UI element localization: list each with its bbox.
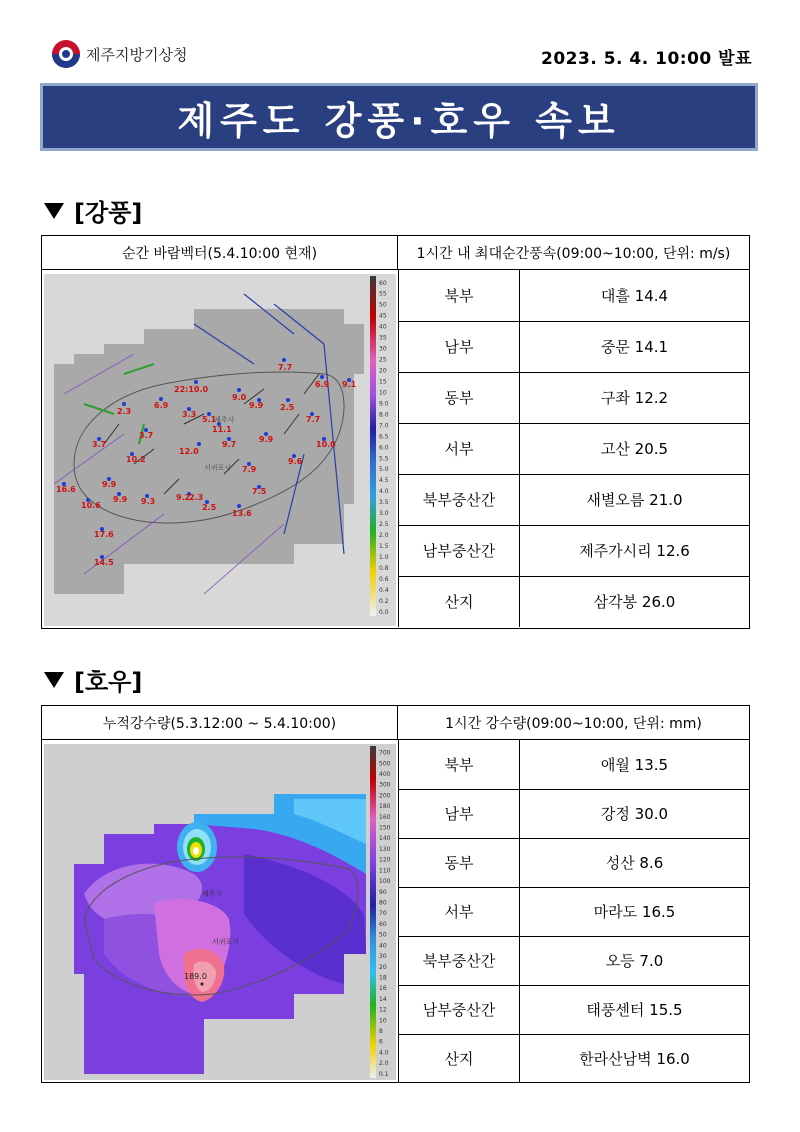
legend-label: 0.8	[379, 564, 389, 572]
legend-label: 6.5	[379, 433, 389, 441]
legend-label: 3.5	[379, 499, 389, 507]
wind-map-label: 12.0	[179, 447, 199, 456]
wind-map-label: 14.5	[94, 558, 114, 567]
wind-map-label: 10.2	[126, 455, 146, 464]
region-cell: 산지	[399, 576, 520, 627]
region-cell: 서부	[399, 887, 520, 936]
legend-label: 110	[379, 867, 391, 875]
wind-map-label: 9.9	[259, 435, 274, 444]
wind-panel	[41, 235, 750, 629]
station-row	[399, 985, 750, 1034]
city-label-jeju: 제주시	[202, 890, 223, 898]
wind-map-label: 9.9	[249, 401, 264, 410]
wind-map-label: 9.1	[342, 380, 357, 389]
station-row	[399, 740, 750, 789]
wind-map-label: 7.7	[306, 415, 321, 424]
legend-label: 4.0	[379, 1049, 389, 1057]
region-cell: 남부중산간	[399, 985, 520, 1034]
wind-map-title: 순간 바람벡터(5.4.10:00 현재)	[42, 236, 398, 270]
region-cell: 동부	[399, 372, 520, 423]
legend-label: 10	[379, 1017, 387, 1025]
region-cell: 남부	[399, 321, 520, 372]
legend-label: 5.5	[379, 455, 389, 463]
city-label-seogwipo: 서귀포시	[204, 464, 232, 472]
legend-label: 400	[379, 770, 391, 778]
wind-table-title: 1시간 내 최대순간풍속(09:00~10:00, 단위: m/s)	[398, 236, 749, 270]
legend-label: 0.0	[379, 608, 389, 616]
region-cell: 동부	[399, 838, 520, 887]
wind-station-table	[398, 270, 749, 627]
wind-map-label: 11.1	[212, 425, 232, 434]
city-label-seogwipo: 서귀포시	[212, 938, 240, 946]
legend-label: 3.0	[379, 510, 389, 518]
wind-map-label: 9.7	[222, 440, 237, 449]
legend-label: 120	[379, 856, 391, 864]
region-cell: 북부	[399, 740, 520, 789]
legend-label: 0.2	[379, 597, 389, 605]
wind-map-label: 7.9	[242, 465, 257, 474]
wind-map-label: 9.6	[288, 457, 303, 466]
station-row	[399, 423, 750, 474]
station-row	[399, 321, 750, 372]
wind-map-label: 3.7	[92, 440, 107, 449]
station-value-cell: 마라도 16.5	[520, 887, 750, 936]
triangle-down-icon	[44, 203, 64, 219]
station-value-cell: 제주가시리 12.6	[520, 525, 750, 576]
station-value-cell: 삼각봉 26.0	[520, 576, 750, 627]
legend-label: 80	[379, 899, 387, 907]
station-value-cell: 고산 20.5	[520, 423, 750, 474]
station-value-cell: 강정 30.0	[520, 789, 750, 838]
region-cell: 서부	[399, 423, 520, 474]
wind-map-label: 6.9	[154, 401, 169, 410]
rain-map-svg	[44, 744, 396, 1080]
legend-label: 35	[379, 334, 387, 342]
legend-label: 20	[379, 367, 387, 375]
rain-station-table	[398, 740, 749, 1083]
wind-map-label: 7.7	[278, 363, 293, 372]
wind-map-label: 2.3	[117, 407, 132, 416]
rain-map-title: 누적강수량(5.3.12:00 ~ 5.4.10:00)	[42, 706, 398, 740]
station-value-cell: 구좌 12.2	[520, 372, 750, 423]
region-cell: 북부	[399, 270, 520, 321]
legend-label: 16	[379, 985, 387, 993]
legend-label: 4.5	[379, 477, 389, 485]
legend-label: 0.1	[379, 1070, 389, 1078]
region-cell: 남부	[399, 789, 520, 838]
agency-logo	[52, 40, 187, 68]
wind-map-label: 9.0	[232, 393, 247, 402]
station-value-cell: 오등 7.0	[520, 936, 750, 985]
taegeuk-icon	[52, 40, 80, 68]
legend-label: 12	[379, 1006, 387, 1014]
legend-label: 500	[379, 760, 391, 768]
rain-section-title: [호우]	[44, 662, 142, 697]
station-row	[399, 887, 750, 936]
rain-map-label: 189.0	[184, 972, 207, 981]
legend-label: 40	[379, 323, 387, 331]
wind-map-label: 5.1	[202, 415, 217, 424]
legend-label: 5.0	[379, 466, 389, 474]
legend-label: 130	[379, 845, 391, 853]
wind-map-label: 10.0	[316, 440, 336, 449]
title-banner	[40, 83, 758, 151]
agency-name: 제주지방기상청	[86, 45, 188, 64]
legend-label: 140	[379, 835, 391, 843]
wind-map-label: 22:10.0	[174, 385, 209, 394]
wind-map-label: 16.6	[56, 485, 76, 494]
legend-label: 0.4	[379, 586, 389, 594]
legend-label: 50	[379, 301, 387, 309]
page-header	[0, 0, 800, 80]
legend-label: 2.0	[379, 1060, 389, 1068]
station-value-cell: 대흘 14.4	[520, 270, 750, 321]
triangle-down-icon	[44, 672, 64, 688]
legend-label: 160	[379, 813, 391, 821]
legend-label: 2.5	[379, 521, 389, 529]
station-row	[399, 789, 750, 838]
legend-label: 18	[379, 974, 387, 982]
legend-label: 40	[379, 942, 387, 950]
station-row	[399, 525, 750, 576]
legend-label: 8	[379, 1028, 383, 1036]
wind-map-label: 9.9	[102, 480, 117, 489]
legend-label: 6.0	[379, 444, 389, 452]
legend-label: 60	[379, 279, 387, 287]
station-value-cell: 중문 14.1	[520, 321, 750, 372]
station-value-cell: 태풍센터 15.5	[520, 985, 750, 1034]
station-row	[399, 1034, 750, 1083]
legend-label: 90	[379, 888, 387, 896]
legend-label: 300	[379, 781, 391, 789]
legend-label: 50	[379, 931, 387, 939]
legend-label: 30	[379, 953, 387, 961]
legend-label: 10	[379, 389, 387, 397]
legend-label: 150	[379, 824, 391, 832]
station-row	[399, 576, 750, 627]
wind-map-label: 2.5	[202, 503, 217, 512]
legend-label: 15	[379, 378, 387, 386]
legend-label: 20	[379, 963, 387, 971]
station-row	[399, 936, 750, 985]
region-cell: 남부중산간	[399, 525, 520, 576]
legend-label: 7.0	[379, 422, 389, 430]
wind-map-label: 13.6	[232, 509, 252, 518]
legend-label: 700	[379, 749, 391, 757]
station-value-cell: 성산 8.6	[520, 838, 750, 887]
issue-time: 2023. 5. 4. 10:00 발표	[541, 49, 752, 69]
legend-label: 2.0	[379, 532, 389, 540]
rain-table-title: 1시간 강수량(09:00~10:00, 단위: mm)	[398, 706, 749, 740]
station-value-cell: 애월 13.5	[520, 740, 750, 789]
wind-vector-map	[44, 274, 396, 626]
legend-label: 6	[379, 1038, 383, 1046]
legend-label: 30	[379, 345, 387, 353]
legend-label: 25	[379, 356, 387, 364]
wind-map-label: 3.3	[182, 410, 197, 419]
wind-map-svg	[44, 274, 396, 626]
legend-label: 60	[379, 920, 387, 928]
legend-label: 4.0	[379, 488, 389, 496]
wind-map-label: 9.9	[113, 495, 128, 504]
rain-legend-bar	[370, 746, 376, 1078]
legend-label: 1.0	[379, 553, 389, 561]
wind-map-label: 9.3	[141, 497, 156, 506]
region-cell: 산지	[399, 1034, 520, 1083]
legend-label: 55	[379, 290, 387, 298]
station-row	[399, 270, 750, 321]
station-row	[399, 474, 750, 525]
page-title: 제주도 강풍·호우 속보	[177, 98, 621, 143]
legend-label: 180	[379, 803, 391, 811]
wind-map-label: 2.5	[280, 403, 295, 412]
legend-label: 1.5	[379, 543, 389, 550]
station-row	[399, 838, 750, 887]
wind-map-label: 17.6	[94, 530, 114, 539]
rain-panel	[41, 705, 750, 1083]
wind-map-label: 10.6	[81, 501, 101, 510]
station-value-cell: 한라산남벽 16.0	[520, 1034, 750, 1083]
wind-map-label: 7.5	[252, 487, 267, 496]
legend-label: 45	[379, 312, 387, 320]
station-value-cell: 새별오름 21.0	[520, 474, 750, 525]
wind-legend-bar	[370, 276, 376, 616]
legend-label: 0.6	[379, 575, 389, 583]
wind-map-label: 9.2	[176, 493, 191, 502]
city-label-jeju: 제주시	[214, 416, 235, 424]
legend-label: 200	[379, 792, 391, 800]
region-cell: 북부중산간	[399, 474, 520, 525]
wind-map-label: 6.9	[315, 380, 330, 389]
rain-accumulation-map	[44, 744, 396, 1080]
legend-label: 70	[379, 910, 387, 918]
wind-map-label: 3.7	[139, 431, 154, 440]
legend-label: 100	[379, 878, 391, 886]
legend-label: 14	[379, 995, 387, 1003]
wind-map-label: 2.3	[189, 493, 204, 502]
region-cell: 북부중산간	[399, 936, 520, 985]
legend-label: 9.0	[379, 400, 389, 408]
station-row	[399, 372, 750, 423]
legend-label: 8.0	[379, 411, 389, 419]
wind-section-title: [강풍]	[44, 193, 142, 228]
